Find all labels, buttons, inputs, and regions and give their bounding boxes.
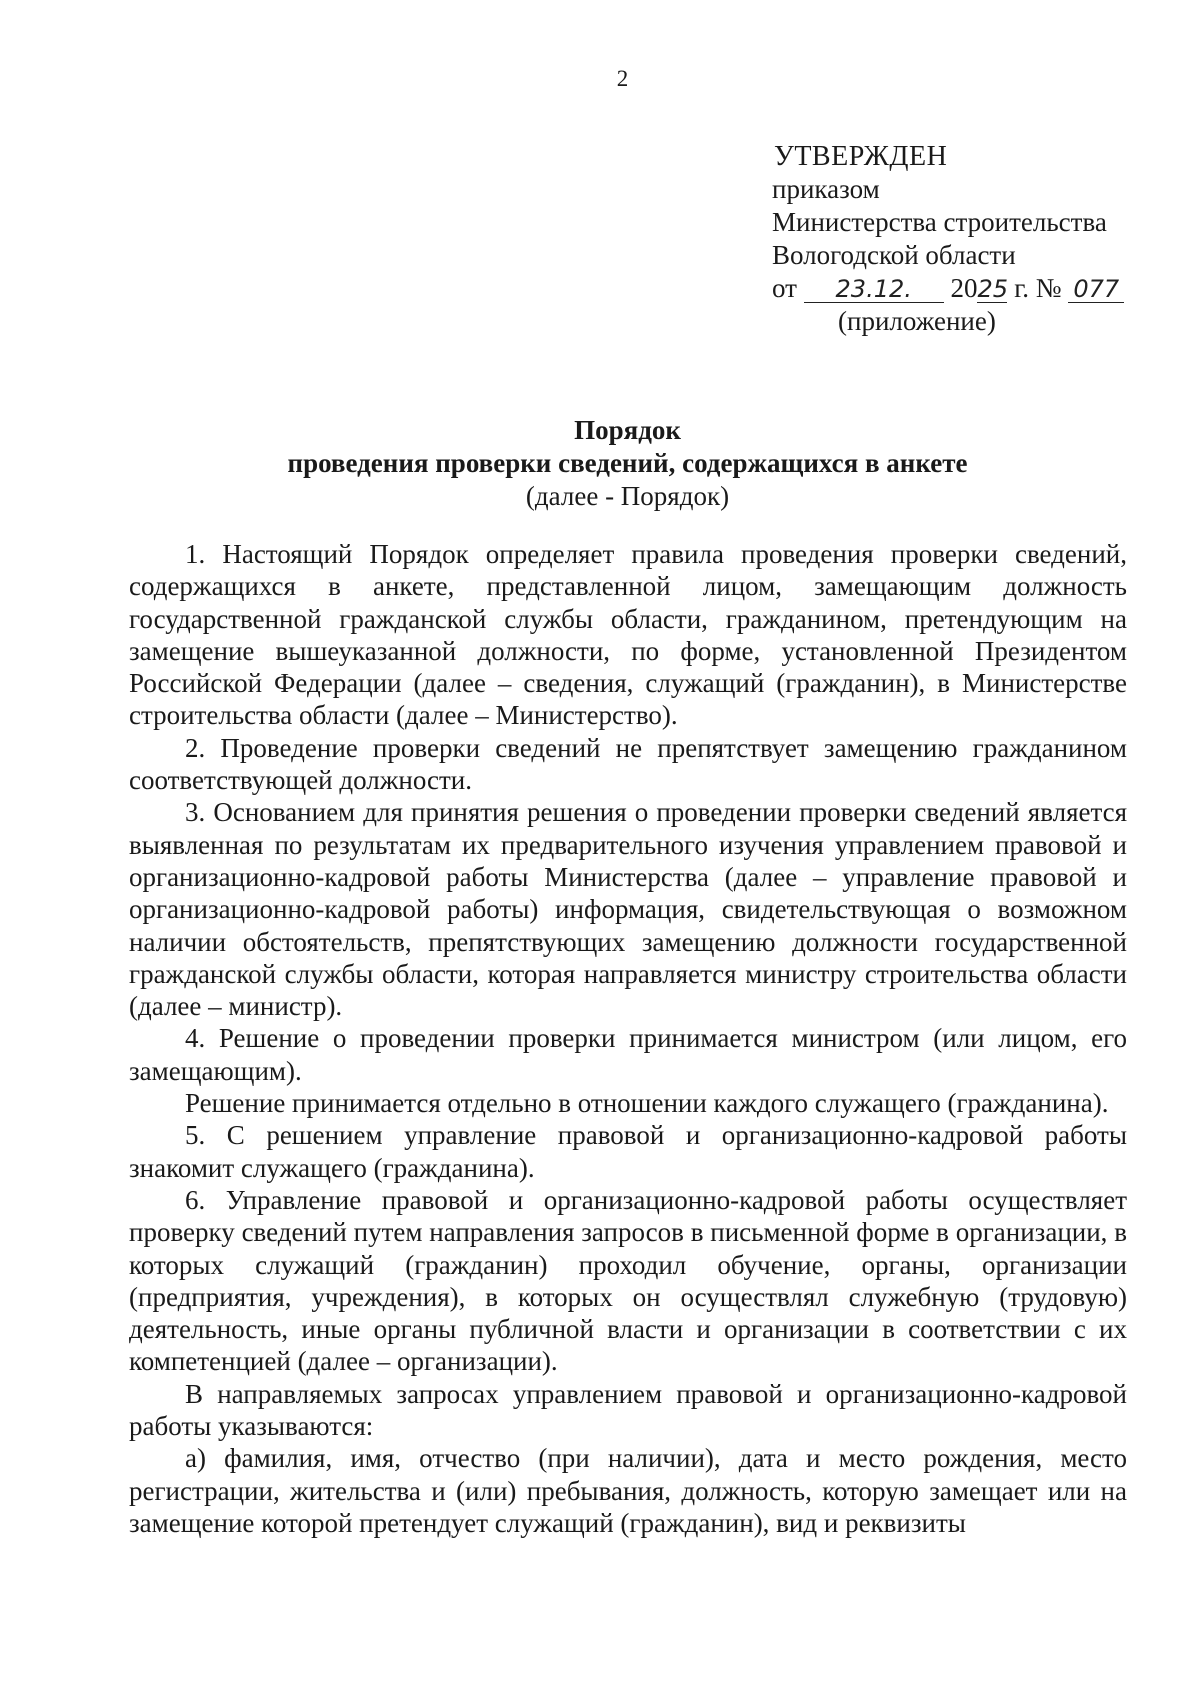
handwritten-order-number: 077 xyxy=(1068,276,1124,303)
paragraph-6: 6. Управление правовой и организационно-кадровой работы осуществляет проверку сведений путем направления запросов в письменной форме в организации, в которых служащий (гражданин) проходил обучение, органы, организации (предприятия, учреждения), в которых он осуществлял служебную (трудовую) деятельность, иные органы публичной власти и организации в соответствии с их компетенцией (далее – организации). xyxy=(129,1184,1127,1377)
paragraph-2: 2. Проведение проверки сведений не препятствует замещению гражданином соответствующей должности. xyxy=(129,732,1127,796)
approval-stamp xyxy=(772,140,1124,338)
region-label: Вологодской области xyxy=(772,240,1016,270)
handwritten-year: 25 xyxy=(977,275,1008,303)
year-prefix: 20 xyxy=(950,273,978,303)
approved-label: УТВЕРЖДЕН xyxy=(774,141,948,172)
paragraph-6-item-a: а) фамилия, имя, отчество (при наличии), дата и место рождения, место регистрации, жительства и (или) пребывания, должность, которую замещает или на замещение которой претендует служащий (гражданин), вид и реквизиты xyxy=(129,1443,1127,1538)
document-body xyxy=(129,538,1127,1539)
handwritten-date: 23.12. xyxy=(804,276,944,303)
paragraph-3: 3. Основанием для принятия решения о проведении проверки сведений является выявленная по результатам их предварительного изучения управлением правовой и организационно-кадровой работы Министерства (далее – управление правовой и организационно-кадровой работы) информация, свидетельствующая о возможном наличии обстоятельств, препятствующих замещению должности государственной гражданской службы области, которая направляется министру строительства области (далее – министр). xyxy=(129,797,1127,1022)
by-order-label: приказом xyxy=(772,174,880,204)
title-line-1: Порядок xyxy=(574,415,681,445)
paragraph-5: 5. С решением управление правовой и организационно-кадровой работы знакомит служащего (гражданина). xyxy=(129,1120,1127,1183)
document-title xyxy=(0,414,1200,513)
paragraph-1: 1. Настоящий Порядок определяет правила проведения проверки сведений, содержащихся в анкете, представленной лицом, замещающим должность государственной гражданской службы области, гражданином, претендующим на замещение вышеуказанной должности, по форме, установленной Президентом Российской Федерации (далее – сведения, служащий (гражданин), в Министерстве строительства области (далее – Министерство). xyxy=(129,539,1127,731)
paragraph-4: 4. Решение о проведении проверки принимается министром (или лицом, его замещающим). xyxy=(129,1023,1127,1086)
page-number: 2 xyxy=(616,66,629,91)
number-prefix: г. № xyxy=(1014,273,1062,303)
title-line-3: (далее - Порядок) xyxy=(525,481,730,511)
order-date-line xyxy=(772,272,1124,305)
title-line-2: проведения проверки сведений, содержащихся в анкете xyxy=(287,448,968,478)
paragraph-6-requests: В направляемых запросах управлением правовой и организационно-кадровой работы указываются: xyxy=(129,1378,1127,1442)
paragraph-4-continued: Решение принимается отдельно в отношении каждого служащего (гражданина). xyxy=(185,1088,1109,1119)
date-prefix: от xyxy=(772,273,797,303)
ministry-label: Министерства строительства xyxy=(772,207,1107,237)
appendix-label: (приложение) xyxy=(838,306,996,336)
